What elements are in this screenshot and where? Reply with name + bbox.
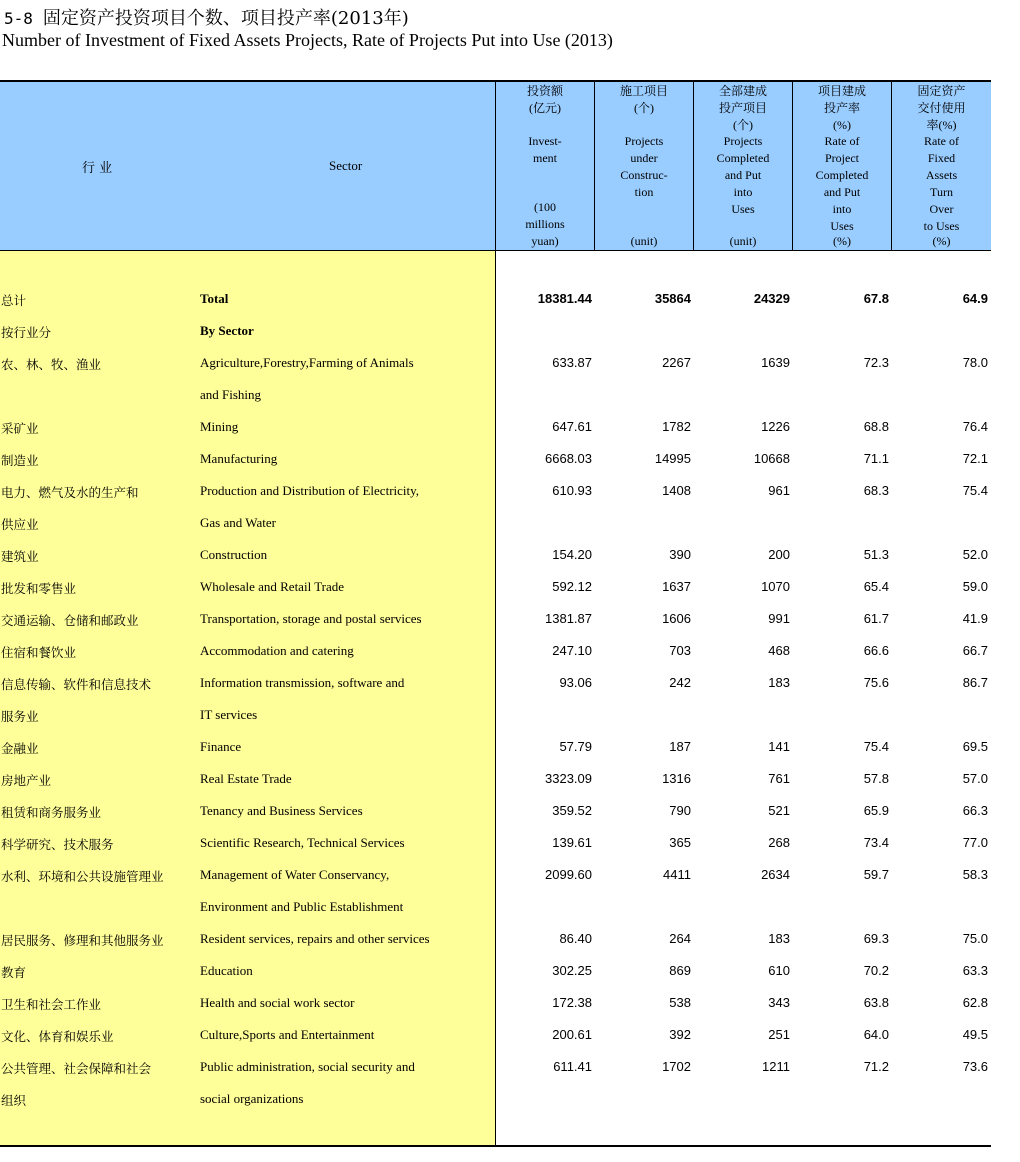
row-value-col-3: 1639 bbox=[761, 355, 790, 370]
table-row bbox=[0, 579, 991, 599]
header-cn-line: 项目建成 bbox=[817, 84, 866, 98]
header-en-line: Rate of bbox=[924, 134, 959, 148]
column-header-3 bbox=[693, 82, 792, 250]
row-value-col-4: 65.9 bbox=[863, 803, 889, 818]
header-cn-line: (个) bbox=[733, 118, 753, 132]
row-value-col-3: 141 bbox=[768, 739, 790, 754]
header-en-line: under bbox=[630, 151, 658, 165]
title-cn-text: 固定资产投资项目个数、项目投产率(2013年) bbox=[42, 8, 409, 29]
row-label-en: Construction bbox=[200, 547, 268, 562]
row-value-col-1: 6668.03 bbox=[545, 451, 592, 466]
row-value-col-5: 66.7 bbox=[962, 643, 988, 658]
row-value-col-1: 610.93 bbox=[552, 483, 592, 498]
header-en-line: into bbox=[733, 185, 753, 199]
row-value-col-3: 200 bbox=[768, 547, 790, 562]
header-en-line: to Uses bbox=[923, 219, 960, 233]
header-cn-line: (个) bbox=[634, 101, 654, 115]
header-cn-line: 全部建成 bbox=[718, 84, 767, 98]
column-header-unit bbox=[793, 233, 891, 250]
table-row bbox=[0, 739, 991, 759]
row-label-en: Tenancy and Business Services bbox=[200, 803, 363, 818]
row-value-col-2: 187 bbox=[669, 739, 691, 754]
row-label-en: Wholesale and Retail Trade bbox=[200, 579, 345, 594]
table-row bbox=[0, 803, 991, 823]
bottom-rule bbox=[0, 1145, 991, 1147]
row-value-col-1: 172.38 bbox=[552, 995, 592, 1010]
header-cn-line: 交付使用 bbox=[917, 101, 966, 115]
column-header-cn bbox=[595, 82, 693, 117]
row-label-cn: 电力、燃气及水的生产和 bbox=[1, 485, 139, 500]
row-value-col-2: 869 bbox=[669, 963, 691, 978]
header-unit-line: (unit) bbox=[630, 234, 658, 248]
row-value-col-3: 183 bbox=[768, 675, 790, 690]
row-value-col-3: 251 bbox=[768, 1027, 790, 1042]
header-cn-line: 投资额 bbox=[526, 84, 563, 98]
row-label-cn: 组织 bbox=[1, 1093, 27, 1108]
column-header-cn bbox=[793, 82, 891, 134]
row-label-cn: 科学研究、技术服务 bbox=[1, 837, 114, 852]
row-label-en: Accommodation and catering bbox=[200, 643, 354, 658]
row-value-col-1: 359.52 bbox=[552, 803, 592, 818]
header-cn-line: (亿元) bbox=[529, 101, 561, 115]
header-unit-line: (100 bbox=[534, 200, 556, 214]
row-value-col-5: 76.4 bbox=[962, 419, 988, 434]
column-header-en bbox=[595, 133, 693, 201]
table-row bbox=[0, 643, 991, 663]
row-label-cn: 总计 bbox=[1, 293, 27, 308]
row-label-en: By Sector bbox=[200, 323, 254, 338]
header-en-line: ment bbox=[533, 151, 557, 165]
row-value-col-5: 77.0 bbox=[962, 835, 988, 850]
row-label-en: Public administration, social security and bbox=[200, 1059, 415, 1074]
row-value-col-2: 14995 bbox=[654, 451, 691, 466]
row-value-col-3: 1226 bbox=[761, 419, 790, 434]
table-row bbox=[0, 675, 991, 695]
table-row bbox=[0, 515, 991, 535]
table-number: 5-8 bbox=[4, 9, 33, 28]
table-title-cn bbox=[4, 4, 409, 30]
row-label-cn: 建筑业 bbox=[1, 549, 39, 564]
row-value-col-2: 1702 bbox=[662, 1059, 691, 1074]
row-value-col-5: 86.7 bbox=[962, 675, 988, 690]
row-value-col-3: 610 bbox=[768, 963, 790, 978]
table-row bbox=[0, 355, 991, 375]
row-value-col-4: 57.8 bbox=[863, 771, 889, 786]
header-cn-line: (%) bbox=[833, 118, 851, 132]
header-unit-line: (unit) bbox=[729, 234, 757, 248]
row-value-col-3: 10668 bbox=[753, 451, 790, 466]
row-label-cn: 批发和零售业 bbox=[1, 581, 77, 596]
row-label-en: Scientific Research, Technical Services bbox=[200, 835, 405, 850]
row-value-col-3: 1070 bbox=[761, 579, 790, 594]
column-header-en bbox=[793, 133, 891, 235]
column-header-unit bbox=[694, 233, 792, 250]
row-value-col-4: 65.4 bbox=[863, 579, 889, 594]
row-label-cn: 服务业 bbox=[1, 709, 39, 724]
row-value-col-1: 647.61 bbox=[552, 419, 592, 434]
row-value-col-4: 75.4 bbox=[863, 739, 889, 754]
header-unit-line: (%) bbox=[833, 234, 851, 248]
row-value-col-1: 592.12 bbox=[552, 579, 592, 594]
header-en-line: Turn bbox=[930, 185, 953, 199]
row-label-cn: 公共管理、社会保障和社会 bbox=[1, 1061, 152, 1076]
header-unit-line: yuan) bbox=[531, 234, 559, 248]
row-value-col-4: 72.3 bbox=[863, 355, 889, 370]
row-value-col-2: 703 bbox=[669, 643, 691, 658]
row-label-en: Total bbox=[200, 291, 229, 306]
row-value-col-3: 761 bbox=[768, 771, 790, 786]
table-row bbox=[0, 1027, 991, 1047]
row-label-en: Resident services, repairs and other services bbox=[200, 931, 430, 946]
row-value-col-5: 57.0 bbox=[962, 771, 988, 786]
row-value-col-5: 66.3 bbox=[962, 803, 988, 818]
row-value-col-5: 52.0 bbox=[962, 547, 988, 562]
row-value-col-2: 264 bbox=[669, 931, 691, 946]
row-value-col-2: 35864 bbox=[654, 291, 691, 306]
row-value-col-2: 1782 bbox=[662, 419, 691, 434]
table-row bbox=[0, 547, 991, 567]
row-value-col-5: 58.3 bbox=[962, 867, 988, 882]
row-value-col-4: 68.8 bbox=[863, 419, 889, 434]
table-row bbox=[0, 611, 991, 631]
row-value-col-1: 18381.44 bbox=[537, 291, 592, 306]
table-row bbox=[0, 419, 991, 439]
row-label-en: Management of Water Conservancy, bbox=[200, 867, 390, 882]
row-value-col-2: 4411 bbox=[663, 867, 691, 882]
header-cn-line: 固定资产 bbox=[917, 84, 966, 98]
row-label-en: IT services bbox=[200, 707, 258, 722]
row-label-en: and Fishing bbox=[200, 387, 262, 402]
column-header-cn bbox=[496, 82, 594, 117]
row-value-col-5: 64.9 bbox=[962, 291, 988, 306]
row-value-col-1: 154.20 bbox=[552, 547, 592, 562]
header-en-line: Uses bbox=[830, 219, 854, 233]
column-header-unit bbox=[595, 233, 693, 250]
row-value-col-3: 961 bbox=[768, 483, 790, 498]
column-header-en bbox=[694, 133, 792, 218]
column-header-5 bbox=[891, 82, 991, 250]
row-value-col-5: 78.0 bbox=[962, 355, 988, 370]
table-title-en: Number of Investment of Fixed Assets Projects, Rate of Projects Put into Use (2013) bbox=[2, 30, 613, 50]
row-value-col-1: 200.61 bbox=[552, 1027, 592, 1042]
row-label-cn: 制造业 bbox=[1, 453, 39, 468]
row-value-col-1: 93.06 bbox=[559, 675, 592, 690]
row-value-col-1: 86.40 bbox=[559, 931, 592, 946]
row-value-col-2: 2267 bbox=[662, 355, 691, 370]
row-value-col-4: 75.6 bbox=[863, 675, 889, 690]
row-value-col-3: 1211 bbox=[762, 1059, 790, 1074]
column-header-4 bbox=[792, 82, 891, 250]
table-row bbox=[0, 963, 991, 983]
row-value-col-4: 64.0 bbox=[863, 1027, 889, 1042]
row-value-col-1: 3323.09 bbox=[545, 771, 592, 786]
table-row bbox=[0, 995, 991, 1015]
row-value-col-4: 67.8 bbox=[863, 291, 889, 306]
header-en-line: Assets bbox=[925, 168, 958, 182]
row-label-en: Finance bbox=[200, 739, 242, 754]
row-value-col-1: 2099.60 bbox=[545, 867, 592, 882]
row-value-col-5: 75.0 bbox=[962, 931, 988, 946]
table-row bbox=[0, 451, 991, 471]
row-label-cn: 供应业 bbox=[1, 517, 39, 532]
row-value-col-4: 73.4 bbox=[863, 835, 889, 850]
header-en-line: Project bbox=[825, 151, 859, 165]
header-en-line: Over bbox=[929, 202, 954, 216]
row-value-col-4: 71.2 bbox=[863, 1059, 889, 1074]
row-value-col-2: 1316 bbox=[662, 771, 691, 786]
table-row bbox=[0, 1059, 991, 1079]
header-en-line: Uses bbox=[731, 202, 755, 216]
row-label-cn: 文化、体育和娱乐业 bbox=[1, 1029, 114, 1044]
column-header-cn bbox=[694, 82, 792, 134]
header-unit-line: (%) bbox=[932, 234, 951, 248]
header-en-line: Projects bbox=[624, 134, 664, 148]
row-value-col-5: 63.3 bbox=[962, 963, 988, 978]
header-cn-line: 率(%) bbox=[926, 118, 957, 132]
table-row bbox=[0, 899, 991, 919]
row-label-en: Production and Distribution of Electricity, bbox=[200, 483, 420, 498]
table-row bbox=[0, 835, 991, 855]
row-label-en: Health and social work sector bbox=[200, 995, 355, 1010]
table-row bbox=[0, 931, 991, 951]
column-header-1 bbox=[495, 82, 594, 250]
row-label-en: social organizations bbox=[200, 1091, 304, 1106]
row-label-cn: 卫生和社会工作业 bbox=[1, 997, 102, 1012]
header-sector-en: Sector bbox=[329, 158, 363, 173]
header-en-line: and Put bbox=[823, 185, 861, 199]
header-cn-line: 施工项目 bbox=[619, 84, 668, 98]
row-label-en: Agriculture,Forestry,Farming of Animals bbox=[200, 355, 414, 370]
row-value-col-1: 1381.87 bbox=[545, 611, 592, 626]
row-label-en: Education bbox=[200, 963, 253, 978]
row-value-col-5: 41.9 bbox=[962, 611, 988, 626]
row-value-col-5: 62.8 bbox=[962, 995, 988, 1010]
row-value-col-4: 59.7 bbox=[863, 867, 889, 882]
row-label-cn: 按行业分 bbox=[1, 325, 52, 340]
header-en-line: Construc- bbox=[620, 168, 668, 182]
table-row bbox=[0, 483, 991, 503]
row-label-en: Mining bbox=[200, 419, 239, 434]
header-cn-line: 投产项目 bbox=[718, 101, 767, 115]
header-en-line: into bbox=[832, 202, 852, 216]
row-value-col-2: 1637 bbox=[662, 579, 691, 594]
column-header-en bbox=[892, 133, 991, 235]
row-value-col-3: 991 bbox=[768, 611, 790, 626]
row-label-cn: 教育 bbox=[1, 965, 27, 980]
header-en-line: Rate of bbox=[824, 134, 860, 148]
row-value-col-3: 24329 bbox=[753, 291, 790, 306]
row-label-en: Gas and Water bbox=[200, 515, 276, 530]
header-en-line: Fixed bbox=[927, 151, 956, 165]
row-value-col-5: 49.5 bbox=[962, 1027, 988, 1042]
table-row bbox=[0, 387, 991, 407]
row-value-col-2: 242 bbox=[669, 675, 691, 690]
table-row bbox=[0, 291, 991, 311]
row-value-col-4: 61.7 bbox=[863, 611, 889, 626]
row-value-col-2: 390 bbox=[669, 547, 691, 562]
row-value-col-2: 392 bbox=[669, 1027, 691, 1042]
row-value-col-2: 365 bbox=[669, 835, 691, 850]
header-industry-cn: 行 业 bbox=[82, 161, 113, 176]
row-value-col-1: 139.61 bbox=[552, 835, 592, 850]
table-row bbox=[0, 1091, 991, 1111]
header-en-line: and Put bbox=[724, 168, 762, 182]
row-label-en: Transportation, storage and postal services bbox=[200, 611, 422, 626]
row-label-en: Environment and Public Establishment bbox=[200, 899, 404, 914]
row-value-col-3: 468 bbox=[768, 643, 790, 658]
row-label-en: Real Estate Trade bbox=[200, 771, 292, 786]
row-value-col-1: 247.10 bbox=[552, 643, 592, 658]
row-value-col-4: 51.3 bbox=[863, 547, 889, 562]
column-header-cn bbox=[892, 82, 991, 134]
row-value-col-4: 69.3 bbox=[863, 931, 889, 946]
row-value-col-4: 63.8 bbox=[863, 995, 889, 1010]
row-value-col-1: 302.25 bbox=[552, 963, 592, 978]
column-header-unit bbox=[892, 233, 991, 250]
row-value-col-2: 790 bbox=[669, 803, 691, 818]
header-en-line: Invest- bbox=[528, 134, 562, 148]
row-value-col-3: 268 bbox=[768, 835, 790, 850]
row-label-cn: 住宿和餐饮业 bbox=[1, 645, 77, 660]
row-value-col-3: 521 bbox=[768, 803, 790, 818]
column-header-unit bbox=[496, 199, 594, 250]
row-value-col-5: 59.0 bbox=[962, 579, 988, 594]
row-label-cn: 租赁和商务服务业 bbox=[1, 805, 102, 820]
row-label-cn: 金融业 bbox=[1, 741, 39, 756]
row-value-col-3: 183 bbox=[768, 931, 790, 946]
header-en-line: Completed bbox=[815, 168, 869, 182]
row-label-cn: 水利、环境和公共设施管理业 bbox=[1, 869, 164, 884]
table-row bbox=[0, 867, 991, 887]
header-unit-line: millions bbox=[525, 217, 565, 231]
row-value-col-4: 66.6 bbox=[863, 643, 889, 658]
table-row bbox=[0, 707, 991, 727]
table-header bbox=[0, 82, 991, 251]
header-en-line: tion bbox=[634, 185, 654, 199]
table-row bbox=[0, 323, 991, 343]
row-value-col-5: 72.1 bbox=[962, 451, 988, 466]
header-cn-line: 投产率 bbox=[823, 101, 860, 115]
row-value-col-1: 57.79 bbox=[559, 739, 592, 754]
row-label-cn: 采矿业 bbox=[1, 421, 39, 436]
row-value-col-5: 75.4 bbox=[962, 483, 988, 498]
row-label-cn: 农、林、牧、渔业 bbox=[1, 357, 102, 372]
header-en-line: Projects bbox=[723, 134, 763, 148]
row-label-cn: 交通运输、仓储和邮政业 bbox=[1, 613, 139, 628]
row-value-col-4: 70.2 bbox=[863, 963, 889, 978]
row-value-col-2: 538 bbox=[669, 995, 691, 1010]
row-value-col-1: 611.41 bbox=[553, 1059, 592, 1074]
row-value-col-4: 68.3 bbox=[863, 483, 889, 498]
row-value-col-1: 633.87 bbox=[552, 355, 592, 370]
row-value-col-2: 1408 bbox=[662, 483, 691, 498]
row-value-col-3: 343 bbox=[768, 995, 790, 1010]
row-value-col-4: 71.1 bbox=[863, 451, 889, 466]
row-label-cn: 信息传输、软件和信息技术 bbox=[1, 677, 152, 692]
row-value-col-3: 2634 bbox=[761, 867, 790, 882]
row-value-col-2: 1606 bbox=[662, 611, 691, 626]
row-label-cn: 居民服务、修理和其他服务业 bbox=[1, 933, 164, 948]
row-value-col-5: 73.6 bbox=[962, 1059, 988, 1074]
row-label-cn: 房地产业 bbox=[1, 773, 52, 788]
table-row bbox=[0, 771, 991, 791]
column-header-en bbox=[496, 133, 594, 167]
header-en-line: Completed bbox=[716, 151, 770, 165]
row-label-en: Manufacturing bbox=[200, 451, 278, 466]
row-label-en: Culture,Sports and Entertainment bbox=[200, 1027, 375, 1042]
row-label-en: Information transmission, software and bbox=[200, 675, 405, 690]
column-header-2 bbox=[594, 82, 693, 250]
row-value-col-5: 69.5 bbox=[962, 739, 988, 754]
